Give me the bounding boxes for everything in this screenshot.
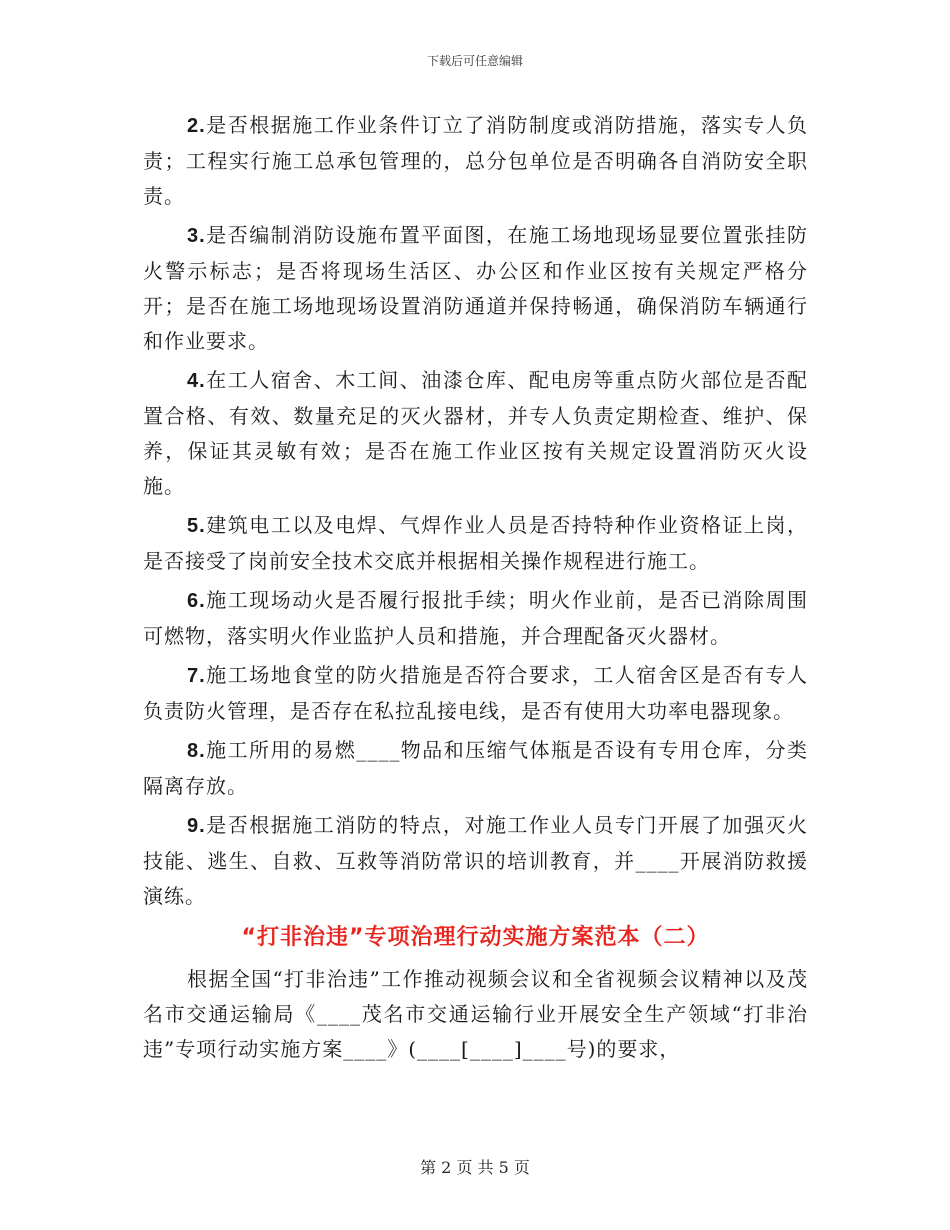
- list-item: [143, 108, 808, 214]
- item-text: 施工现场动火是否履行报批手续；明火作业前，是否已消除周围可燃物，落实明火作业监护人员和措施，并合理配备灭火器材。: [143, 588, 808, 648]
- item-text: 在工人宿舍、木工间、油漆仓库、配电房等重点防火部位是否配置合格、有效、数量充足的灭火器材，并专人负责定期检查、维护、保养，保证其灵敏有效；是否在施工作业区按有关规定设置消防灭火设施。: [143, 368, 808, 498]
- list-item: [143, 218, 808, 359]
- item-text: 施工所用的易燃____物品和压缩气体瓶是否设有专用仓库，分类隔离存放。: [143, 738, 808, 798]
- intro-paragraph: 根据全国“打非治违”工作推动视频会议和全省视频会议精神以及茂名市交通运输局《____茂名市交通运输行业开展安全生产领域“打非治违”专项行动实施方案____》(____[____]____号)的要求，: [143, 967, 808, 1061]
- item-text: 是否根据施工作业条件订立了消防制度或消防措施，落实专人负责；工程实行施工总承包管理的，总分包单位是否明确各自消防安全职责。: [143, 113, 808, 208]
- list-item: [143, 363, 808, 504]
- list-item: [143, 808, 808, 914]
- document-body: [143, 108, 808, 1071]
- item-text: 施工场地食堂的防火措施是否符合要求，工人宿舍区是否有专人负责防火管理，是否存在私拉乱接电线，是否有使用大功率电器现象。: [143, 663, 808, 723]
- list-item: [143, 508, 808, 579]
- item-number: 6.: [187, 590, 206, 612]
- item-number: 8.: [187, 740, 206, 762]
- item-number: 7.: [187, 665, 206, 687]
- section-title: “打非治违”专项治理行动实施方案范本（二）: [241, 925, 710, 950]
- item-number: 4.: [187, 370, 206, 392]
- item-text: 是否根据施工消防的特点，对施工作业人员专门开展了加强灭火技能、逃生、自救、互救等消防常识的培训教育，并____开展消防救援演练。: [143, 813, 808, 908]
- page-number: 第 2 页 共 5 页: [420, 1158, 530, 1177]
- page-header: 下载后可任意编辑: [426, 54, 523, 68]
- item-text: 建筑电工以及电焊、气焊作业人员是否持特种作业资格证上岗，是否接受了岗前安全技术交底并根据相关操作规程进行施工。: [143, 513, 808, 573]
- list-item: [143, 733, 808, 804]
- item-number: 9.: [187, 815, 206, 837]
- list-item: [143, 658, 808, 729]
- item-number: 2.: [187, 115, 206, 137]
- list-item: [143, 583, 808, 654]
- item-number: 3.: [187, 225, 206, 247]
- item-text: 是否编制消防设施布置平面图，在施工场地现场显要位置张挂防火警示标志；是否将现场生活区、办公区和作业区按有关规定严格分开；是否在施工场地现场设置消防通道并保持畅通，确保消防车辆通行和作业要求。: [143, 223, 808, 353]
- item-number: 5.: [187, 515, 206, 537]
